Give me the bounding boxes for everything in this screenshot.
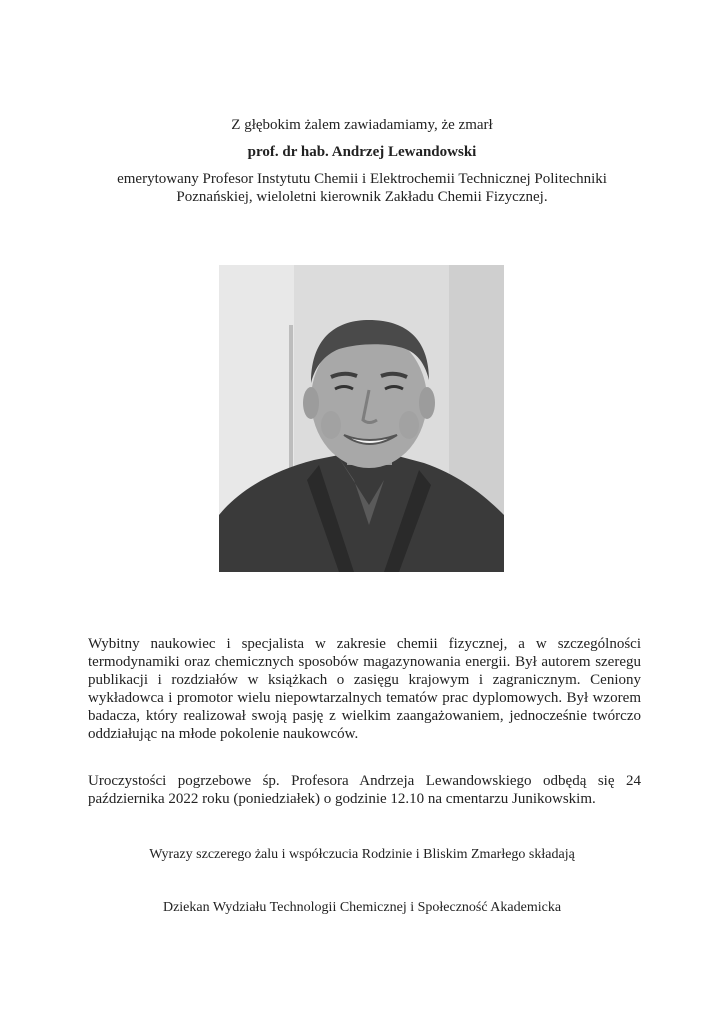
role-line-1: emerytowany Profesor Instytutu Chemii i Elektrochemii Technicznej Politechniki — [117, 171, 607, 187]
biography-paragraph: Wybitny naukowiec i specjalista w zakresie chemii fizycznej, a w szczególności termodynamiki oraz chemicznych sposobów magazynowania energii. Był autorem szeregu publikacji i rozdziałów w książkach o zasięgu krajowym i zagranicznym. Ceniony wykładowca i promotor wielu niepowtarzalnych tematów prac dyplomowych. Był wzorem badacza, który realizował swoją pasję z wielkim zaangażowaniem, jednocześnie twórczo oddziałując na młode pokolenie naukowców. — [88, 636, 641, 742]
ear-right — [419, 387, 435, 419]
cheek-right — [399, 411, 419, 439]
portrait-photo — [219, 265, 504, 572]
signature-line: Dziekan Wydziału Technologii Chemicznej i Społeczność Akademicka — [162, 900, 562, 915]
ear-left — [303, 387, 319, 419]
cheek-left — [321, 411, 341, 439]
portrait-illustration — [219, 265, 504, 572]
condolence-line: Wyrazy szczerego żalu i współczucia Rodzinie i Bliskim Zmarłego składają — [149, 847, 575, 862]
deceased-name: prof. dr hab. Andrzej Lewandowski — [247, 144, 477, 160]
role-description — [0, 170, 724, 206]
intro-text: Z głębokim żalem zawiadamiamy, że zmarł — [231, 117, 493, 133]
role-line-2: Poznańskiej, wieloletni kierownik Zakładu Chemii Fizycznej. — [176, 189, 548, 205]
funeral-info-paragraph: Uroczystości pogrzebowe śp. Profesora Andrzeja Lewandowskiego odbędą się 24 października 2022 roku (poniedziałek) o godzinie 12.10 na cmentarzu Junikowskim. — [88, 773, 641, 807]
